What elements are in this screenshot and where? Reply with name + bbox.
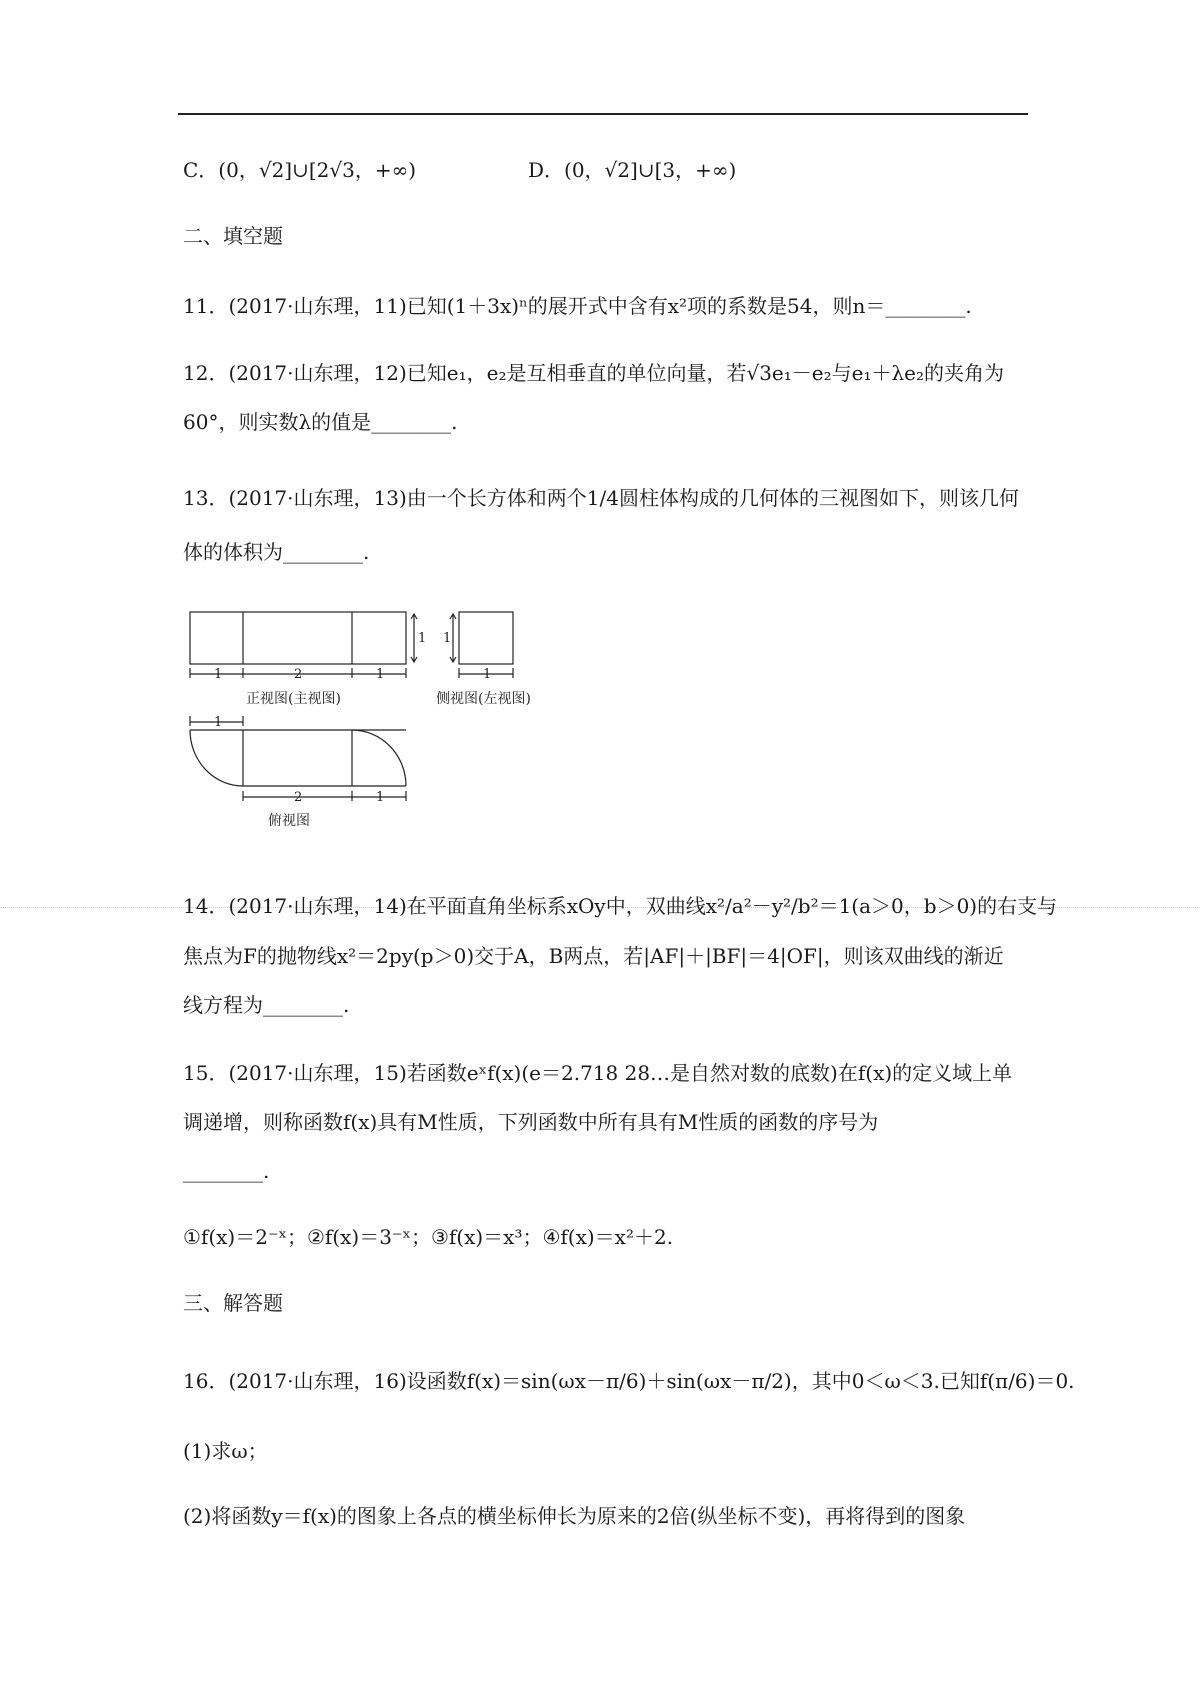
question-14-line-1: 14．(2017·山东理，14)在平面直角坐标系xOy中，双曲线x²/a²－y²/b²＝1(a＞0，b＞0)的右支与	[183, 894, 1058, 918]
choice-d: D．(0，√2]∪[3，+∞)	[528, 158, 737, 182]
header-rule	[178, 113, 1028, 115]
question-15-line-2: 调递增，则称函数f(x)具有M性质，下列函数中所有具有M性质的函数的序号为	[183, 1110, 879, 1134]
top-view-caption: 俯视图	[268, 813, 310, 829]
three-view-figure	[186, 606, 556, 832]
question-14-line-2: 焦点为F的抛物线x²＝2py(p＞0)交于A，B两点，若|AF|＋|BF|＝4|OF|，则该双曲线的渐近	[183, 944, 1004, 968]
front-height-label: 1	[418, 631, 427, 646]
front-dim-label-1: 1	[214, 667, 223, 682]
top-left-dim-label: 1	[214, 715, 223, 730]
question-13-line-1: 13．(2017·山东理，13)由一个长方体和两个1/4圆柱体构成的几何体的三视图如下，则该几何	[183, 486, 1019, 510]
question-15-line-3: ________.	[183, 1159, 270, 1183]
front-dim-label-3: 1	[376, 667, 385, 682]
top-view-right-arc	[352, 730, 406, 786]
question-12-line-1: 12．(2017·山东理，12)已知e₁，e₂是互相垂直的单位向量，若√3e₁－e₂与e₁＋λe₂的夹角为	[183, 361, 1005, 385]
side-view-caption: 侧视图(左视图)	[436, 691, 531, 707]
top-bottom-dim-label-1: 1	[376, 790, 385, 805]
question-14-line-3: 线方程为________.	[183, 993, 350, 1017]
front-view-outline	[190, 612, 406, 664]
question-16-line-1: 16．(2017·山东理，16)设函数f(x)＝sin(ωx－π/6)＋sin(ωx－π/2)，其中0＜ω＜3.已知f(π/6)＝0.	[183, 1369, 1075, 1393]
question-11: 11．(2017·山东理，11)已知(1＋3x)ⁿ的展开式中含有x²项的系数是54，则n＝________.	[183, 294, 972, 318]
section-heading-fill-blank: 二、填空题	[183, 224, 283, 248]
side-view-outline	[459, 612, 513, 664]
top-view-left-arc	[190, 730, 243, 786]
question-16-part-1: (1)求ω；	[183, 1439, 268, 1463]
question-13-line-2: 体的体积为________.	[183, 540, 370, 564]
front-view-caption: 正视图(主视图)	[246, 691, 341, 707]
top-bottom-dim-label-2: 2	[294, 790, 303, 805]
side-width-label: 1	[483, 667, 492, 682]
question-12-line-2: 60°，则实数λ的值是________.	[183, 410, 458, 434]
side-height-label: 1	[443, 631, 452, 646]
question-15-line-1: 15．(2017·山东理，15)若函数eˣf(x)(e＝2.718 28…是自然对数的底数)在f(x)的定义域上单	[183, 1061, 1013, 1085]
section-heading-solve: 三、解答题	[183, 1291, 283, 1315]
choice-c: C．(0，√2]∪[2√3，+∞)	[183, 158, 417, 182]
question-15-options: ①f(x)＝2⁻ˣ；②f(x)＝3⁻ˣ；③f(x)＝x³；④f(x)＝x²＋2.	[183, 1225, 674, 1249]
question-16-part-2: (2)将函数y＝f(x)的图象上各点的横坐标伸长为原来的2倍(纵坐标不变)，再将得到的图象	[183, 1504, 966, 1528]
front-dim-label-2: 2	[294, 667, 303, 682]
